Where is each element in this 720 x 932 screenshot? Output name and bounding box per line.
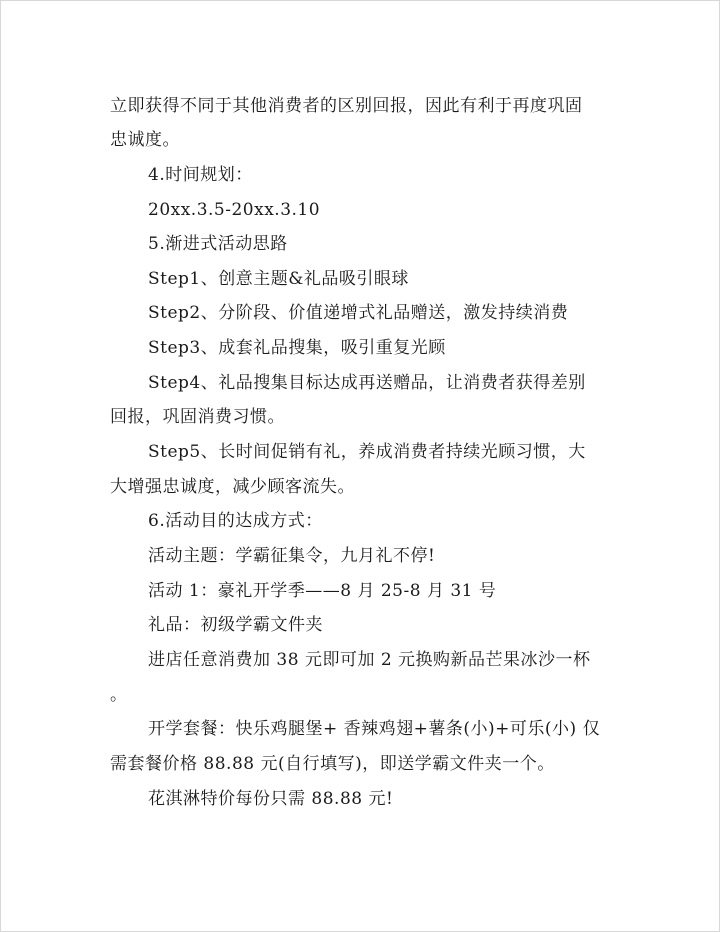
paragraph-line: 。 <box>110 685 128 705</box>
paragraph-line: 进店任意消费加 38 元即可加 2 元换购新品芒果冰沙一杯 <box>148 650 591 670</box>
step-item: Step4、礼品搜集目标达成再送赠品，让消费者获得差别 <box>148 373 586 393</box>
paragraph-line: 需套餐价格 88.88 元(自行填写)，即送学霸文件夹一个。 <box>110 754 555 774</box>
section-heading: 6.活动目的达成方式： <box>148 511 323 531</box>
paragraph-line: 回报，巩固消费习惯。 <box>110 407 285 427</box>
step-item: Step2、分阶段、价值递增式礼品赠送，激发持续消费 <box>148 303 569 323</box>
gift-item: 礼品：初级学霸文件夹 <box>148 615 323 635</box>
step-item: Step1、创意主题&礼品吸引眼球 <box>148 269 409 289</box>
activity-item: 活动 1：豪礼开学季——8 月 25-8 月 31 号 <box>148 581 497 601</box>
date-range: 20xx.3.5-20xx.3.10 <box>148 200 321 220</box>
paragraph-line: 花淇淋特价每份只需 88.88 元! <box>148 789 394 809</box>
section-heading: 5.渐进式活动思路 <box>148 234 288 254</box>
activity-theme: 活动主题：学霸征集令，九月礼不停! <box>148 546 436 566</box>
paragraph-line: 大增强忠诚度，减少顾客流失。 <box>110 477 355 497</box>
paragraph-line: 开学套餐：快乐鸡腿堡+ 香辣鸡翅+薯条(小)+可乐(小) 仅 <box>148 719 601 739</box>
section-heading: 4.时间规划： <box>148 165 253 185</box>
step-item: Step3、成套礼品搜集，吸引重复光顾 <box>148 338 446 358</box>
step-item: Step5、长时间促销有礼，养成消费者持续光顾习惯，大 <box>148 442 586 462</box>
paragraph-line: 忠诚度。 <box>110 130 180 150</box>
paragraph-line: 立即获得不同于其他消费者的区别回报，因此有利于再度巩固 <box>110 96 583 116</box>
